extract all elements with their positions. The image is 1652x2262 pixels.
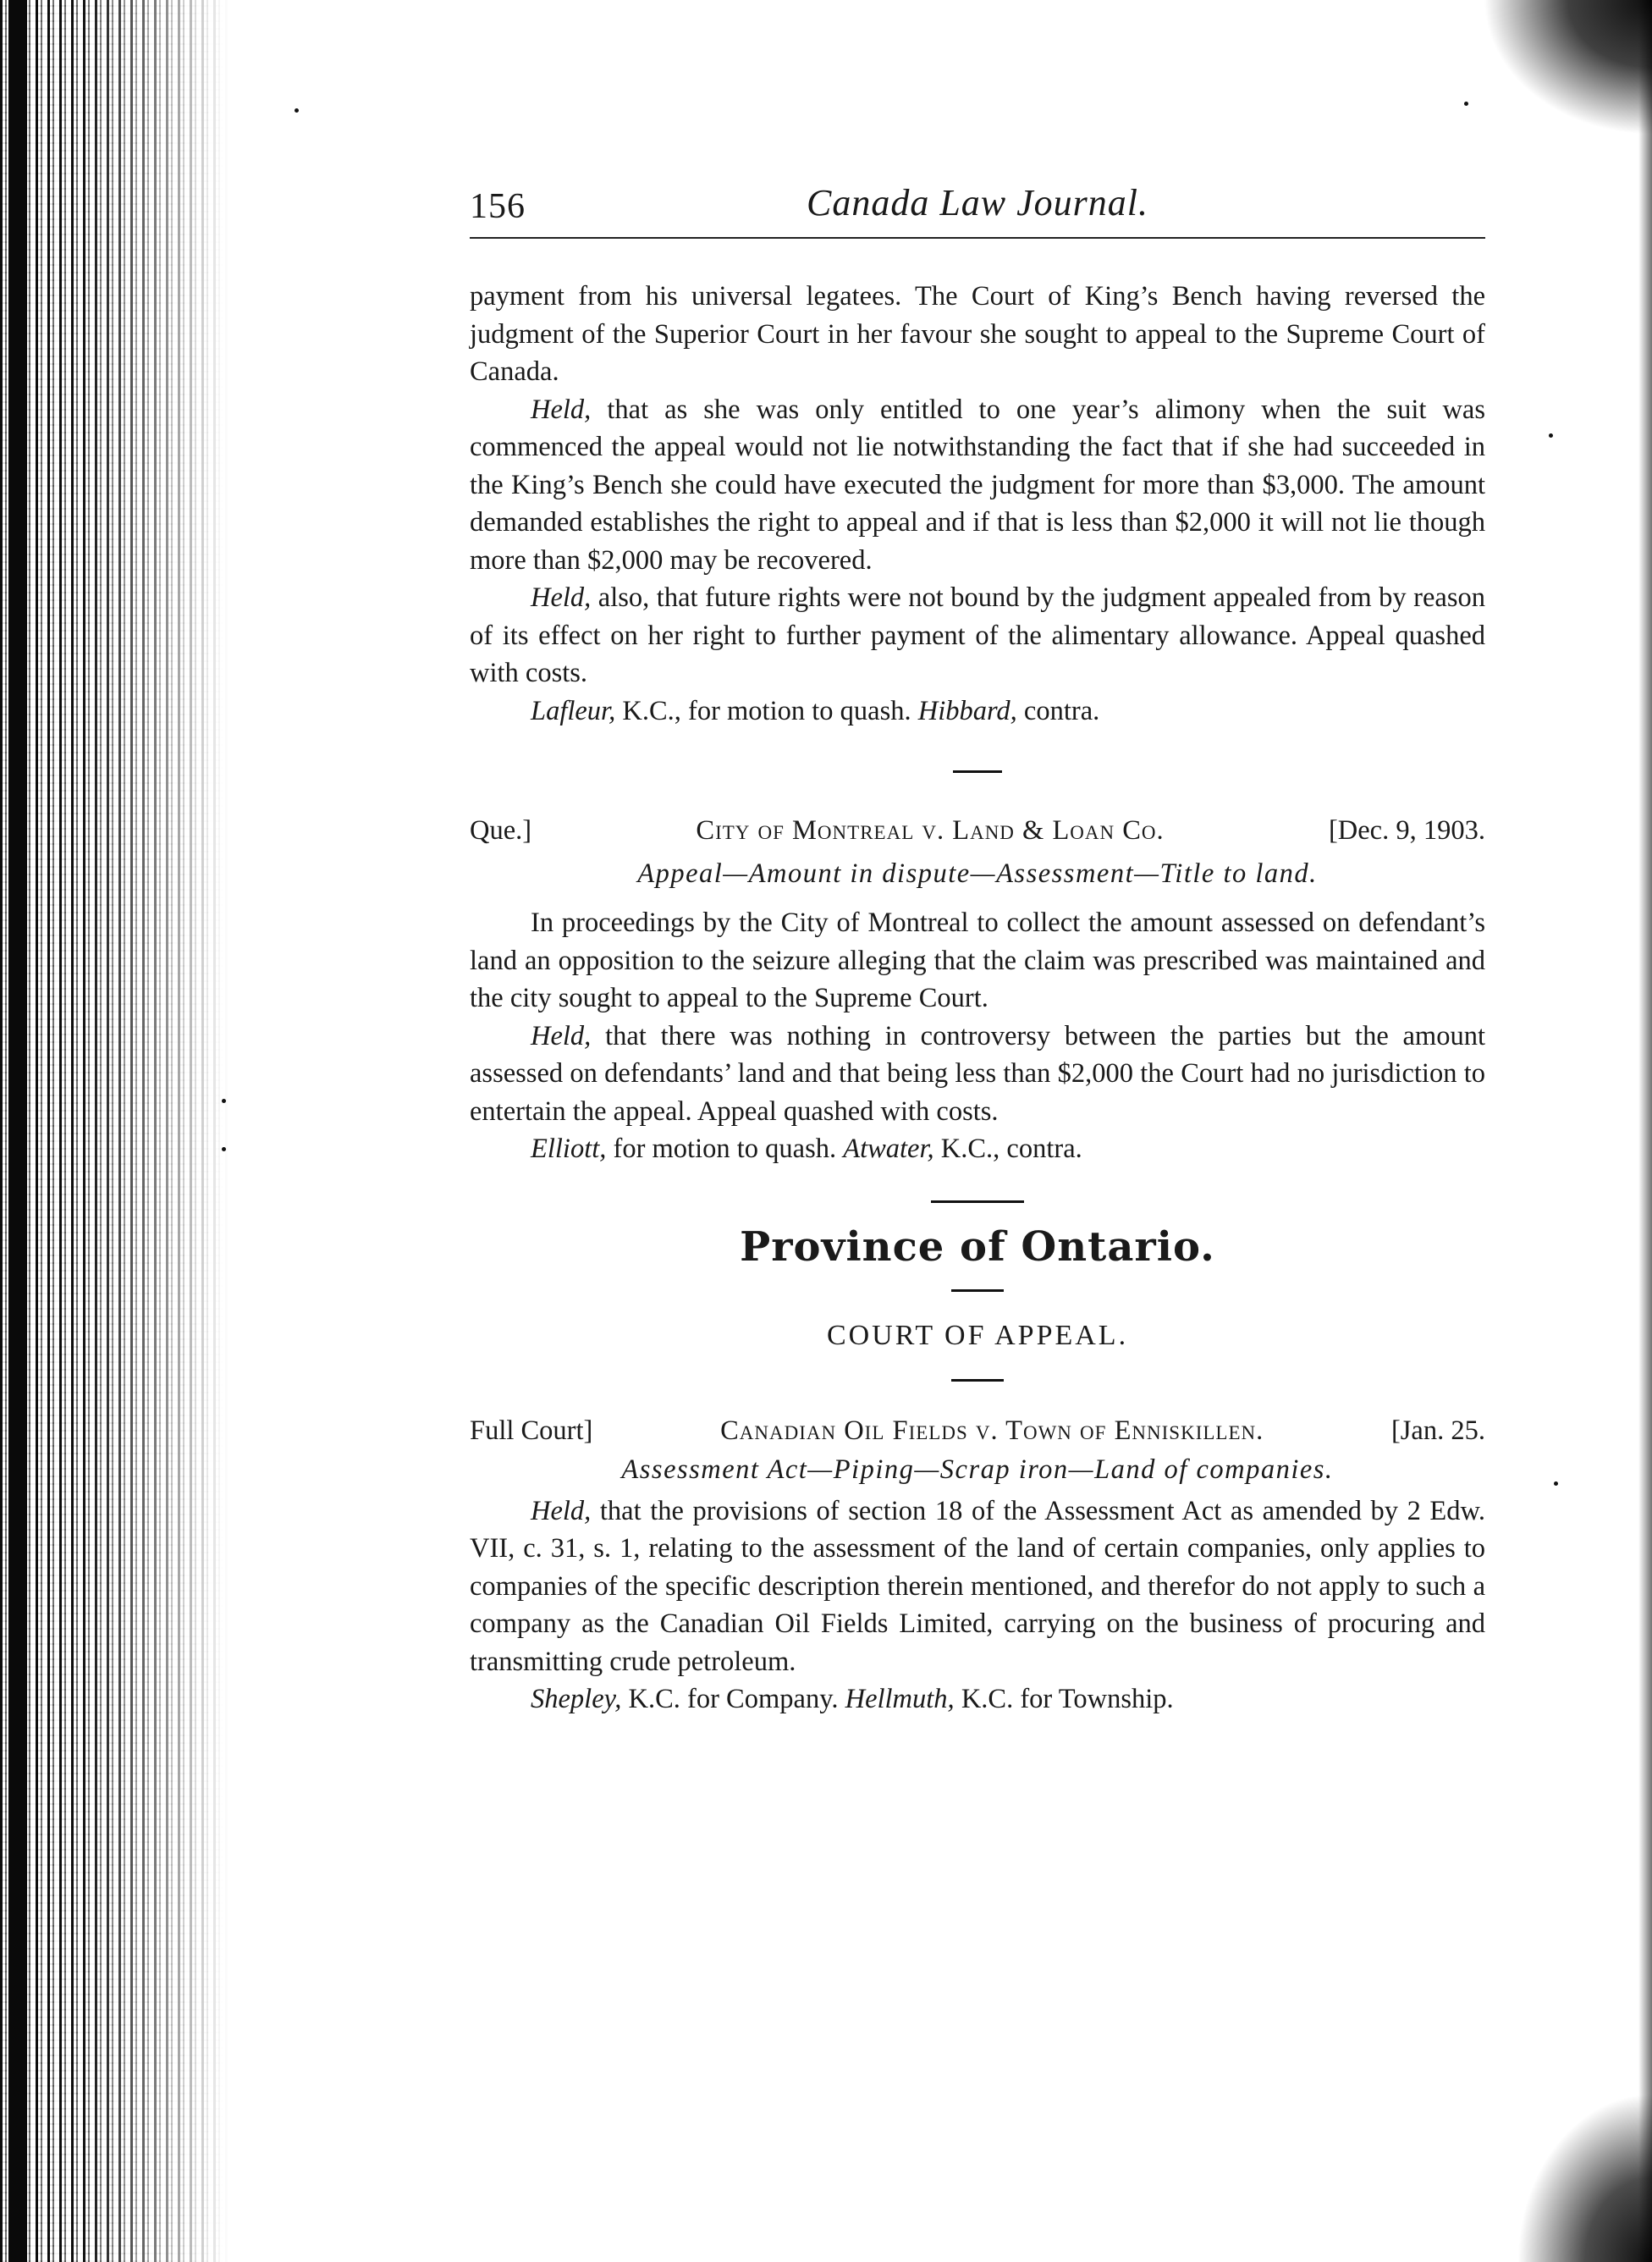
section-divider [953,770,1002,773]
header-rule [470,237,1485,239]
case2-subject: Appeal—Amount in dispute—Assessment—Title to land. [637,858,1318,889]
case3-title: Canadian Oil Fields v. Town of Enniskillen. [720,1415,1264,1446]
case3-counsel [470,1680,1485,1719]
page-number: 156 [470,187,526,226]
case1-paragraph: payment from his universal legatees. The Court of King’s Bench having reversed the judgment of the Superior Court in her favour she sought to appeal to the Supreme Court of Canada. [470,281,1485,387]
held-text: also, that future rights were not bound by the judgment appealed from by reason of its effect on her right to further payment of the alimentary allowance. Appeal quashed with costs. [470,582,1485,688]
scan-binding-edge [0,0,229,2262]
scan-speck [222,1099,226,1103]
scan-speck [295,108,299,113]
counsel-name: Lafleur, [531,695,616,726]
case1-counsel [470,692,1485,731]
counsel-role: K.C. for Company. [621,1684,845,1714]
case3-heading [470,1412,1485,1450]
journal-page [470,178,1485,1714]
case3-subject: Assessment Act—Piping—Scrap iron—Land of companies. [621,1454,1334,1485]
section-divider [931,1200,1024,1203]
counsel-role: K.C. for Township. [954,1684,1174,1714]
counsel-name: Shepley, [531,1684,622,1714]
case2-paragraph: In proceedings by the City of Montreal to collect the amount assessed on defendant’s land an opposition to the seizure alleging that the claim was prescribed was maintained and the city sought to appeal to the Supreme Court. [470,908,1485,1013]
held-label: Held, [531,1495,592,1526]
case2-held [470,1018,1485,1131]
court-heading: COURT OF APPEAL. [826,1320,1129,1351]
counsel-name: Hellmuth, [845,1684,955,1714]
counsel-role: K.C., contra. [933,1134,1082,1164]
counsel-name: Hibbard, [917,695,1017,726]
scan-corner-shadow-bottom [1517,2093,1652,2262]
counsel-name: Atwater, [843,1134,934,1164]
case3-held [470,1492,1485,1681]
case2-title: City of Montreal v. Land & Loan Co. [696,815,1165,846]
scan-speck [222,1147,226,1151]
page-body [470,278,1485,1719]
held-label: Held, [531,582,592,613]
held-label: Held, [531,1020,592,1051]
counsel-role: contra. [1016,695,1100,726]
case3-date: [Jan. 25. [1390,1415,1485,1446]
held-text: that there was nothing in controversy between the parties but the amount assessed on defendants’ land and that being less than $2,000 the Court had no jurisdiction to entertain the appeal. Appeal quashed with costs. [470,1020,1485,1127]
case3-court: Full Court] [470,1415,593,1446]
scan-right-edge [1638,0,1652,2262]
held-text: that as she was only entitled to one year’s alimony when the suit was commenced the appeal would not lie notwithstanding the fact that if she had succeeded in the King’s Bench she could have executed the judgment for more than $3,000. The amount demanded establishes the right to appeal and if that is less than $2,000 it will not lie though more than $2,000 may be recovered. [470,394,1485,576]
counsel-role: for motion to quash. [606,1134,844,1164]
held-text: that the provisions of section 18 of the Assessment Act as amended by 2 Edw. VII, c. 31, s. 1, relating to the assessment of the land of certain companies, only applies to companies of the specific description therein mentioned, and therefor do not apply to such a company as the Canadian Oil Fields Limited, carrying on the business of procuring and transmitting crude petroleum. [470,1495,1485,1677]
case2-date: [Dec. 9, 1903. [1328,815,1485,846]
case2-heading [470,812,1485,850]
case1-held [470,391,1485,580]
section-divider [951,1289,1004,1292]
counsel-role: K.C., for motion to quash. [615,695,918,726]
scan-speck [1549,433,1553,438]
running-title: Canada Law Journal. [806,182,1149,223]
province-heading: Province of Ontario. [740,1222,1215,1271]
case2-court: Que.] [470,815,532,846]
page-header [470,178,1485,229]
case1-held-also [470,579,1485,692]
scan-corner-shadow-top [1483,0,1652,135]
section-divider [951,1379,1004,1382]
scan-speck [1464,102,1468,106]
scan-speck [1554,1481,1558,1486]
counsel-name: Elliott, [531,1134,607,1164]
held-label: Held, [531,394,592,425]
case2-counsel [470,1130,1485,1168]
